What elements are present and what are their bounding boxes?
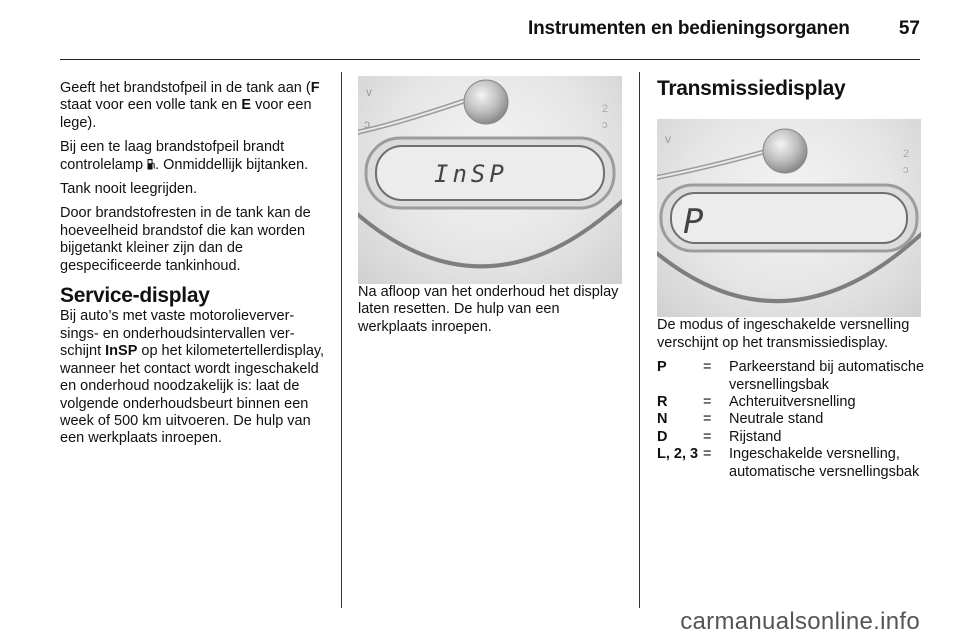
legend-description: Ingeschakelde versnelling, automatische versnellingsbak	[729, 446, 920, 480]
legend-row	[657, 429, 925, 446]
service-display-readout: InSP	[434, 160, 508, 188]
svg-text:v: v	[366, 85, 372, 99]
legend-description: Parkeerstand bij automatische versnellingsbak	[729, 359, 925, 393]
legend-row	[657, 446, 925, 481]
svg-text:2: 2	[903, 148, 910, 161]
page-number: 57	[898, 18, 920, 39]
svg-text:ɔ: ɔ	[602, 119, 608, 131]
text-run: Bij auto’s met vaste motorolieverversings- en onderhoudsintervallen verschijnt	[60, 308, 295, 360]
gear-legend	[657, 359, 925, 481]
legend-equals: =	[703, 428, 712, 445]
insp-code: InSP	[105, 343, 138, 360]
fuel-gauge-paragraph	[60, 80, 328, 132]
text-run: staat voor een volle tank en	[60, 97, 242, 114]
no-empty-paragraph: Tank nooit leegrijden.	[60, 181, 198, 198]
svg-text:ɔ: ɔ	[364, 117, 370, 131]
legend-key: R	[657, 394, 668, 411]
svg-text:2: 2	[602, 103, 609, 115]
column-2	[358, 80, 622, 343]
transmission-display-heading: Transmissiedisplay	[657, 77, 846, 100]
legend-key: N	[657, 411, 668, 428]
needle-hub-icon	[763, 129, 807, 173]
instrument-cluster-image	[358, 76, 622, 284]
tank-residue-paragraph: Door brandstofresten in de tank kan de hoeveelheid brandstof die kan worden bijgetankt kleiner zijn dan de gespecificeerde tankinhoud.	[60, 205, 311, 274]
legend-row	[657, 359, 925, 394]
transmission-cluster-image	[657, 119, 921, 317]
legend-key: D	[657, 428, 668, 445]
transmission-display-readout: P	[683, 202, 704, 243]
transmission-caption: De modus of ingeschakelde versnelling verschijnt op het transmissiedisplay.	[657, 317, 910, 351]
text-run: . Onmiddellijk bijtanken.	[155, 156, 309, 173]
legend-key: P	[657, 359, 667, 376]
legend-description: Neutrale stand	[729, 411, 824, 428]
column-divider-1	[341, 72, 342, 608]
service-display-heading: Service-display	[60, 284, 210, 308]
low-fuel-paragraph	[60, 139, 328, 174]
full-tank-letter: F	[310, 80, 320, 96]
legend-equals: =	[703, 394, 712, 411]
legend-row	[657, 394, 925, 411]
legend-key: L, 2, 3	[657, 446, 699, 463]
svg-text:v: v	[665, 132, 671, 147]
column-divider-2	[639, 72, 640, 608]
service-caption: Na afloop van het onderhoud het display laten resetten. De hulp van een werkplaats inroepen.	[358, 284, 619, 335]
header-rule	[60, 59, 920, 60]
service-paragraph	[60, 308, 328, 447]
text-run: Bij een te laag brandstofpeil brandt controlelamp	[60, 139, 285, 173]
text-run: voor een lege).	[60, 97, 312, 131]
service-display-figure	[358, 76, 622, 284]
watermark[interactable]: carmanualsonline.info	[680, 608, 920, 635]
needle-hub-icon	[464, 80, 508, 124]
header-title: Instrumenten en bedieningsorganen	[528, 18, 850, 39]
column-3	[657, 77, 925, 481]
legend-row	[657, 411, 925, 428]
column-1	[60, 80, 328, 455]
legend-equals: =	[703, 411, 712, 428]
legend-description: Rijstand	[729, 428, 782, 445]
legend-equals: =	[703, 446, 712, 463]
text-run: Geeft het brandstofpeil in de tank aan (	[60, 80, 311, 96]
legend-description: Achteruitversnelling	[729, 394, 856, 411]
svg-text:ɔ: ɔ	[903, 164, 909, 177]
text-run: op het kilometertellerdisplay, wanneer het contact wordt ingeschakeld en onderhoud noodzakelijk is: laat de volgende onderhoudsbeurt binnen een week of 500 km uitvoeren. De hulp van een werkplaats inroepen.	[60, 343, 325, 447]
legend-equals: =	[703, 359, 712, 376]
empty-tank-letter: E	[241, 97, 252, 114]
fuel-pump-icon	[147, 158, 155, 170]
transmission-display-figure	[657, 119, 921, 317]
